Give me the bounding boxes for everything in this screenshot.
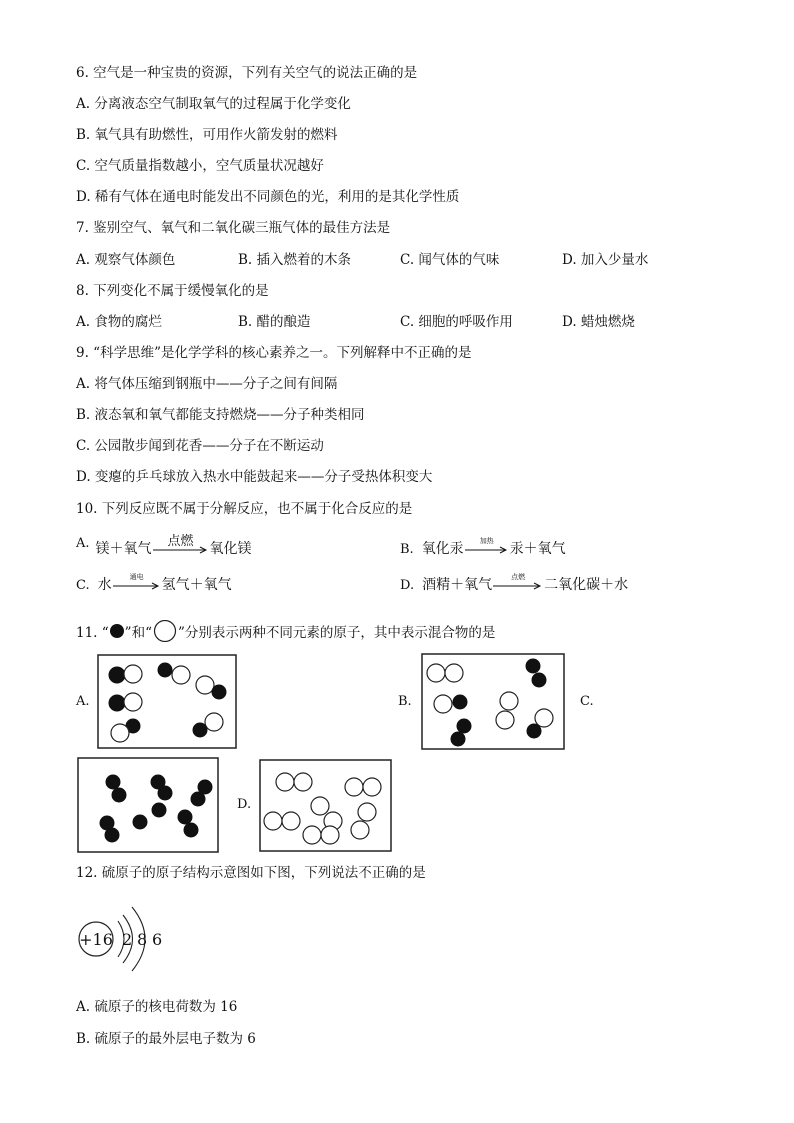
black-atom	[105, 828, 119, 842]
black-atom	[178, 810, 192, 824]
q7-option-d[interactable]: D. 加入少量水	[562, 252, 649, 268]
white-atom	[351, 821, 369, 839]
stem-mid: ”和“	[124, 625, 152, 641]
white-atom	[363, 778, 381, 796]
q8-option-b[interactable]: B. 醋的酿造	[238, 314, 311, 330]
white-atom	[434, 695, 452, 713]
black-atom	[112, 788, 126, 802]
q12-stem: 12. 硫原子的原子结构示意图如下图，下列说法不正确的是	[76, 865, 426, 881]
white-atom	[172, 666, 190, 684]
reaction-arrow	[493, 573, 543, 594]
q10-option-b[interactable]	[400, 538, 566, 558]
q11-option-c-label: C.	[580, 694, 594, 709]
white-atom-icon	[152, 620, 178, 642]
black-atom	[527, 724, 541, 738]
shell-electrons-3: 6	[152, 930, 163, 949]
q11-option-c-box[interactable]	[77, 757, 219, 853]
black-atom	[526, 659, 540, 673]
shell-electrons-1: 2	[122, 930, 133, 949]
q8-option-c[interactable]: C. 细胞的呼吸作用	[400, 314, 513, 330]
white-atom	[358, 803, 376, 821]
black-atom	[451, 732, 465, 746]
q11-stem	[76, 620, 495, 644]
arrow-icon	[153, 546, 209, 554]
reaction-arrow	[465, 537, 509, 558]
q11-option-b-box[interactable]	[421, 653, 565, 750]
black-atom	[457, 719, 471, 733]
black-atom	[212, 685, 226, 699]
white-atom	[264, 812, 282, 830]
q12-option-b[interactable]: B. 硫原子的最外层电子数为 6	[76, 1031, 256, 1047]
white-atom	[303, 826, 321, 844]
q10-option-c[interactable]	[76, 574, 232, 594]
black-atom	[109, 667, 125, 683]
white-atom	[205, 713, 223, 731]
option-label: C.	[76, 578, 90, 593]
white-atom	[124, 665, 142, 683]
white-atom	[496, 711, 514, 729]
q6-option-d[interactable]: D. 稀有气体在通电时能发出不同颜色的光，利用的是其化学性质	[76, 189, 460, 205]
white-atom	[500, 692, 518, 710]
black-atom	[158, 786, 172, 800]
white-atom	[445, 664, 463, 682]
products: 二氧化碳＋水	[544, 577, 629, 593]
q9-option-d[interactable]: D. 变瘪的乒乓球放入热水中能鼓起来——分子受热体积变大	[76, 469, 433, 485]
q8-option-a[interactable]: A. 食物的腐烂	[76, 314, 162, 330]
q9-stem: 9. “科学思维”是化学学科的核心素养之一。下列解释中不正确的是	[76, 345, 472, 361]
stem-prefix: 11. “	[76, 625, 109, 641]
reactants: 水	[97, 577, 112, 593]
arrow-icon	[113, 582, 161, 590]
option-label: D.	[400, 578, 415, 593]
option-label: B.	[400, 542, 414, 557]
products: 氢气＋氧气	[161, 577, 232, 593]
shell-electrons-2: 8	[137, 930, 148, 949]
arrow-icon	[465, 546, 509, 554]
q11-option-b-label: B.	[398, 694, 412, 709]
white-atom	[111, 724, 129, 742]
q7-option-a[interactable]: A. 观察气体颜色	[76, 252, 176, 268]
reactants: 氧化汞	[421, 541, 464, 557]
white-atom	[311, 797, 329, 815]
products: 氧化镁	[209, 541, 252, 557]
white-atom	[282, 812, 300, 830]
reaction-condition: 点燃	[511, 573, 526, 581]
black-atom	[184, 823, 198, 837]
reaction-arrow	[153, 534, 209, 558]
white-atom	[535, 709, 553, 727]
black-atom	[109, 695, 125, 711]
black-atom	[453, 695, 467, 709]
black-atom	[133, 815, 147, 829]
q11-option-d-label: D.	[237, 797, 252, 812]
black-atom	[532, 673, 546, 687]
q9-option-a[interactable]: A. 将气体压缩到钢瓶中——分子之间有间隔	[76, 376, 338, 392]
stem-suffix: ”分别表示两种不同元素的原子，其中表示混合物的是	[177, 625, 496, 641]
q10-stem: 10. 下列反应既不属于分解反应，也不属于化合反应的是	[76, 501, 413, 517]
q12-option-a[interactable]: A. 硫原子的核电荷数为 16	[76, 999, 238, 1015]
white-atom	[196, 676, 214, 694]
q7-option-c[interactable]: C. 闻气体的气味	[400, 252, 500, 268]
q9-option-c[interactable]: C. 公园散步闻到花香——分子在不断运动	[76, 438, 324, 454]
q8-stem: 8. 下列变化不属于缓慢氧化的是	[76, 283, 269, 299]
reaction-condition: 点燃	[167, 534, 194, 549]
nucleus-charge: +16	[79, 930, 113, 949]
q7-option-b[interactable]: B. 插入燃着的木条	[238, 252, 352, 268]
q8-option-d[interactable]: D. 蜡烛燃烧	[562, 314, 635, 330]
black-atom	[152, 803, 166, 817]
q11-option-a-label: A.	[76, 694, 90, 709]
q10-option-a[interactable]	[76, 534, 252, 558]
reactants: 酒精＋氧气	[422, 577, 493, 593]
reaction-arrow	[113, 573, 161, 594]
white-atom	[321, 826, 339, 844]
q6-option-a[interactable]: A. 分离液态空气制取氧气的过程属于化学变化	[76, 96, 351, 112]
arrow-icon	[493, 582, 543, 590]
black-atom	[191, 792, 205, 806]
q10-option-d[interactable]	[400, 574, 628, 594]
sulfur-atom-structure-diagram	[76, 905, 176, 977]
option-label: A.	[76, 536, 90, 551]
reaction-condition: 通电	[129, 573, 144, 581]
white-atom	[276, 773, 294, 791]
q6-option-b[interactable]: B. 氧气具有助燃性，可用作火箭发射的燃料	[76, 127, 338, 143]
white-atom	[345, 778, 363, 796]
reaction-condition: 加热	[479, 537, 494, 545]
black-atom	[193, 723, 207, 737]
white-atom	[427, 664, 445, 682]
black-atom	[158, 663, 172, 677]
white-atom	[124, 693, 142, 711]
q6-option-c[interactable]: C. 空气质量指数越小，空气质量状况越好	[76, 158, 324, 174]
q11-option-d-box[interactable]	[259, 759, 392, 852]
q6-stem: 6. 空气是一种宝贵的资源，下列有关空气的说法正确的是	[76, 65, 418, 81]
q11-option-a-box[interactable]	[97, 654, 237, 749]
white-atom	[294, 773, 312, 791]
black-atom-icon	[109, 623, 125, 639]
q9-option-b[interactable]: B. 液态氧和氧气都能支持燃烧——分子种类相同	[76, 407, 365, 423]
q7-stem: 7. 鉴别空气、氧气和二氧化碳三瓶气体的最佳方法是	[76, 220, 391, 236]
black-atom	[106, 775, 120, 789]
products: 汞＋氧气	[509, 541, 566, 557]
reactants: 镁＋氧气	[95, 541, 152, 557]
